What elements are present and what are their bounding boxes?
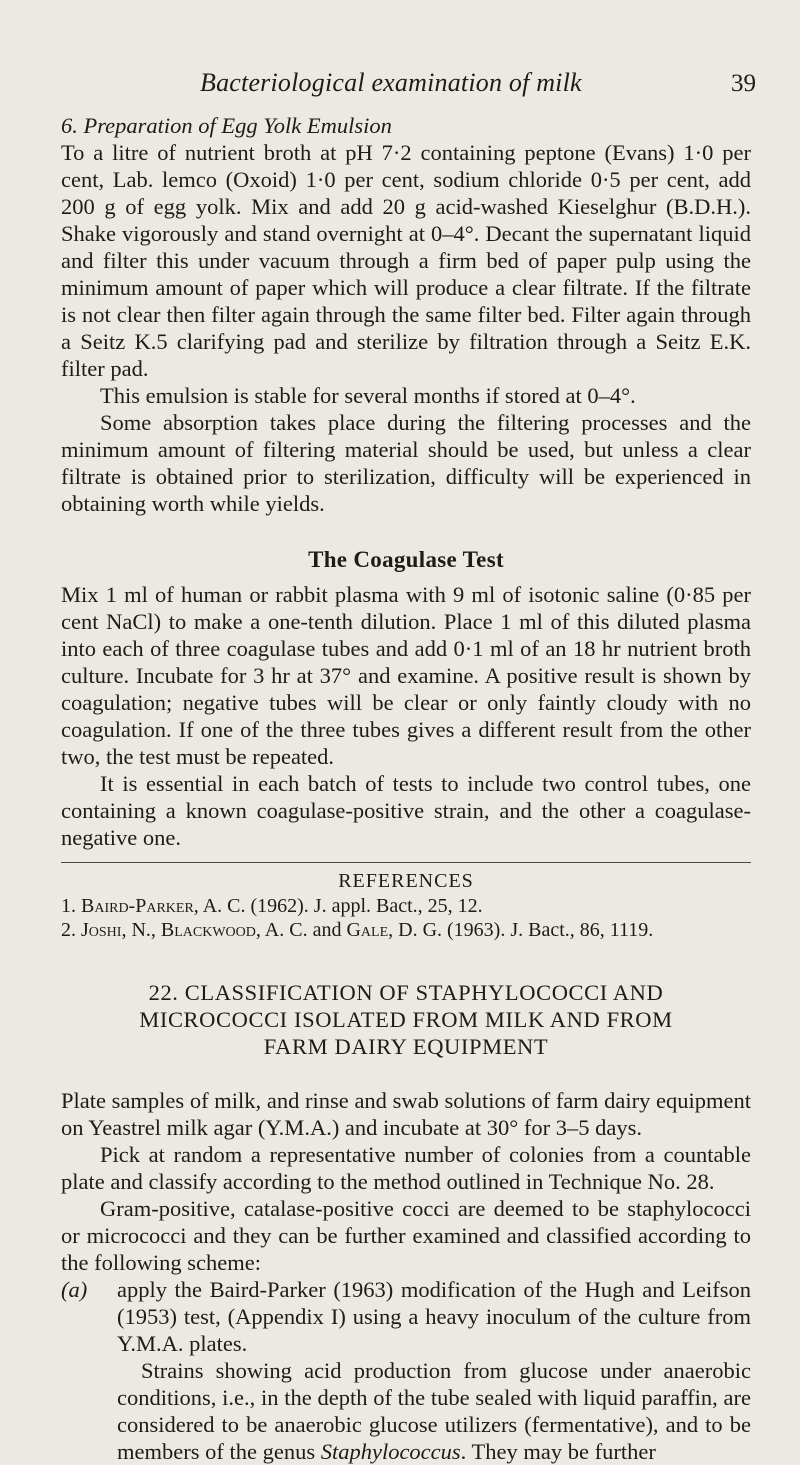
coagulase-test-heading: The Coagulase Test: [308, 547, 504, 572]
page-content: [61, 112, 751, 1465]
scheme-item-a-text-2-post: . They may be further: [460, 1439, 656, 1464]
reference-item: [61, 894, 751, 918]
section-6-paragraph-1: To a litre of nutrient broth at pH 7·2 containing peptone (Evans) 1·0 per cent, Lab. lemco (Oxoid) 1·0 per cent, sodium chloride 0·5 per cent, add 200 g of egg yolk. Mix and add 20 g acid-washed Kieselghur (B.D.H.). Shake vigorously and stand overnight at 0–4°. Decant the supernatant liquid and filter this under vacuum through a firm bed of paper pulp using the minimum amount of paper which will produce a clear filtrate. If the filtrate is not clear then filter again through the same filter bed. Filter again through a Seitz K.5 clarifying pad and sterilize by filtration through a Seitz E.K. filter pad.: [61, 140, 751, 381]
scheme-item-a-text-2: [117, 1357, 751, 1465]
reference-authors: Baird-Parker, A. C.: [81, 895, 246, 917]
section-22-heading-line-3: FARM DAIRY EQUIPMENT: [263, 1034, 549, 1059]
scheme-item-a-text-2-pre: Strains showing acid production from glucose under anaerobic conditions, i.e., in the depth of the tube sealed with liquid paraffin, are considered to be anaerobic glucose utilizers (fermentative), and to be members of the genus: [117, 1358, 751, 1464]
running-head: [0, 68, 800, 98]
section-6-paragraph-2: This emulsion is stable for several months if stored at 0–4°.: [100, 383, 636, 408]
section-22-paragraph-2: Pick at random a representative number of colonies from a countable plate and classify according to the method outlined in Technique No. 28.: [61, 1142, 751, 1194]
section-22-paragraph-1: Plate samples of milk, and rinse and swab solutions of farm dairy equipment on Yeastrel milk agar (Y.M.A.) and incubate at 30° for 3–5 days.: [61, 1088, 751, 1140]
reference-authors-2: Gale, D. G.: [346, 919, 443, 941]
reference-conjunction: and: [307, 919, 347, 941]
section-22-paragraph-3: Gram-positive, catalase-positive cocci are deemed to be staphylococci or micrococci and they can be further examined and classified according to the following scheme:: [61, 1196, 751, 1275]
scheme-item-a: [61, 1276, 751, 1465]
running-title: Bacteriological examination of milk: [200, 68, 582, 97]
section-22-heading: [61, 979, 751, 1060]
scheme-item-body: [117, 1276, 751, 1465]
coagulase-paragraph-2: It is essential in each batch of tests to include two control tubes, one containing a known coagulase-positive strain, and the other a coagulase-negative one.: [61, 771, 751, 850]
reference-item: [61, 918, 751, 942]
scheme-item-label: (a): [61, 1277, 88, 1302]
section-6-paragraph-3: Some absorption takes place during the filtering processes and the minimum amount of filtering material should be used, but unless a clear filtrate is obtained prior to sterilization, difficulty will be experienced in obtaining worth while yields.: [61, 410, 751, 516]
section-6-heading: 6. Preparation of Egg Yolk Emulsion: [61, 113, 392, 138]
section-22-heading-line-2: MICROCOCCI ISOLATED FROM MILK AND FROM: [139, 1007, 673, 1032]
section-22-heading-line-1: 22. CLASSIFICATION OF STAPHYLOCOCCI AND: [148, 980, 664, 1005]
reference-citation: (1963). J. Bact., 86, 1119.: [442, 919, 654, 941]
reference-authors: Joshi, N., Blackwood, A. C.: [81, 919, 308, 941]
coagulase-paragraph-1: Mix 1 ml of human or rabbit plasma with 9 ml of isotonic saline (0·85 per cent NaCl) to make a one-tenth dilution. Place 1 ml of this diluted plasma into each of three coagulase tubes and add 0·1 ml of an 18 hr nutrient broth culture. Incubate for 3 hr at 37° and examine. A positive result is shown by coagulation; negative tubes will be clear or only faintly cloudy with no coagulation. If one of the three tubes gives a different result from the other two, the test must be repeated.: [61, 582, 751, 769]
reference-citation: (1962). J. appl. Bact., 25, 12.: [245, 895, 483, 917]
scheme-item-a-text-1: apply the Baird-Parker (1963) modification of the Hugh and Leifson (1953) test, (Appendix I) using a heavy inoculum of the culture from Y.M.A. plates.: [117, 1277, 751, 1356]
references-heading: REFERENCES: [338, 870, 474, 892]
page-number: 39: [731, 70, 756, 97]
reference-number: 2.: [61, 919, 76, 941]
genus-name: Staphylococcus: [320, 1439, 461, 1464]
reference-number: 1.: [61, 895, 76, 917]
divider-rule: [61, 862, 751, 863]
